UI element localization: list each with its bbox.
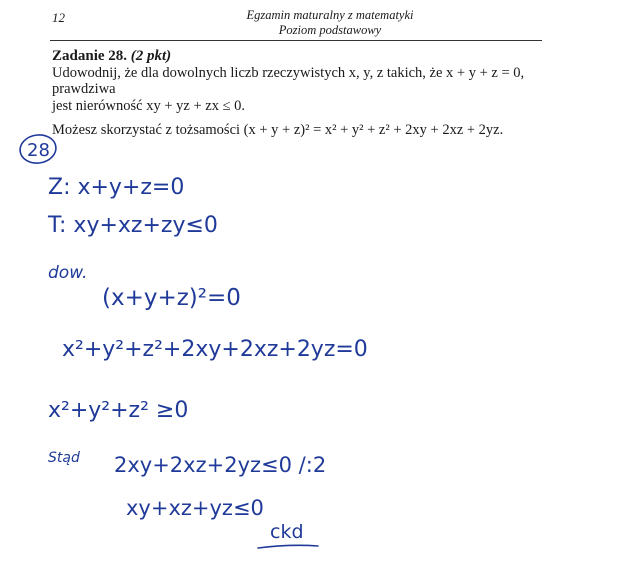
step-expanded-identity: x²+y²+z²+2xy+2xz+2yz=0 (62, 337, 368, 362)
stad-label: Stąd (48, 450, 80, 466)
thesis-line: T: xy+xz+zy≤0 (48, 213, 218, 238)
step-square-of-sum: (x+y+z)²=0 (102, 285, 241, 311)
task-number-mark: 28 (27, 140, 50, 161)
assumption-line: Z: x+y+z=0 (48, 175, 185, 200)
exam-level: Poziom podstawowy (278, 23, 382, 37)
proof-label: dow. (48, 263, 88, 283)
step-final-inequality: xy+xz+yz≤0 (126, 496, 264, 520)
conclusion-mark: ckd (270, 521, 304, 543)
conclusion-underline (258, 545, 318, 548)
exam-title: Egzamin maturalny z matematyki (246, 8, 414, 22)
task-points: (2 pkt) (130, 48, 172, 64)
task-hint: Możesz skorzystać z tożsamości (x + y + z)² = x² + y² + z² + 2xy + 2xz + 2yz. (52, 122, 504, 138)
step-squares-nonnegative: x²+y²+z² ≥0 (48, 398, 189, 423)
task-title: Zadanie 28. (52, 48, 128, 64)
task-statement-line2: jest nierówność xy + yz + zx ≤ 0. (52, 97, 246, 114)
page-number: 12 (52, 10, 65, 25)
task-statement-line1: Udowodnij, że dla dowolnych liczb rzeczywistych x, y, z takich, że x + y + z = 0, prawdziwa (52, 64, 525, 97)
step-double-sum-inequality: 2xy+2xz+2yz≤0 /:2 (114, 453, 327, 477)
